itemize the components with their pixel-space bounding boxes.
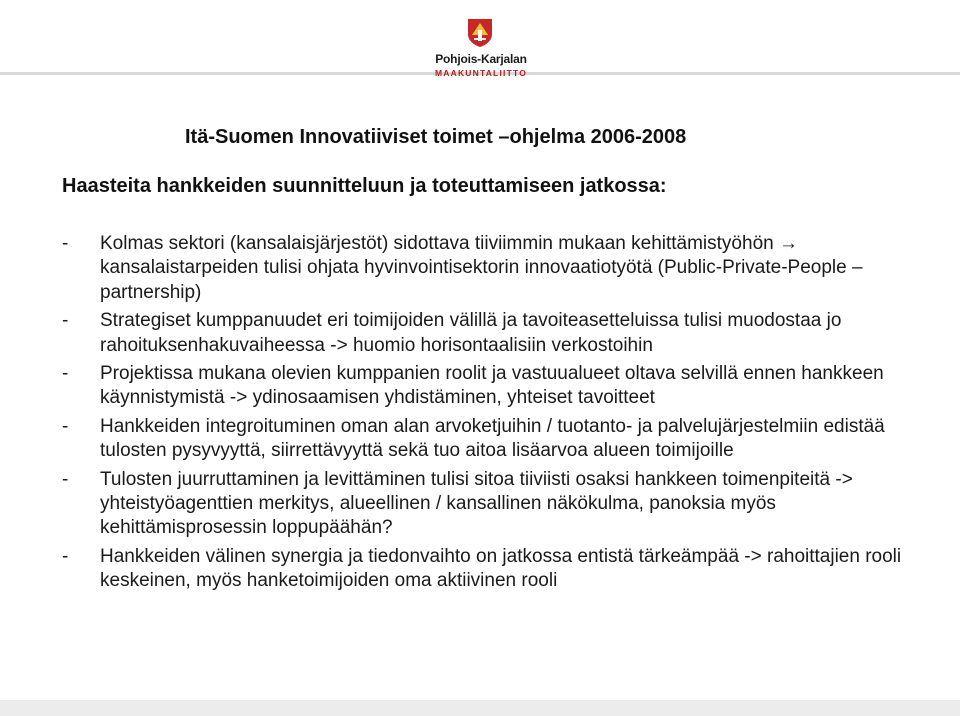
- bullet-dash: -: [62, 545, 69, 567]
- bullet-text: Tulosten juurruttaminen ja levittäminen tulisi sitoa tiiviisti osaksi hankkeen toimenpiteitä -> yhteistyöagenttien merkitys, alueellinen / kansallinen näkökulma, panoksia myös kehittämisprosessin loppupäähän?: [100, 468, 853, 539]
- logo-subtitle: MAAKUNTALIITTO: [434, 68, 528, 78]
- bullet-dash: -: [62, 310, 69, 332]
- bullet-text: Hankkeiden integroituminen oman alan arvoketjuihin / tuotanto- ja palvelujärjestelmiin edistää tulosten pysyvyyttä, siirrettävyyttä sekä tuo aitoa lisäarvoa alueen toimijoille: [100, 415, 885, 462]
- bullet-text: Projektissa mukana olevien kumppanien roolit ja vastuualueet oltava selvillä ennen hankkeen käynnistymistä -> ydinosaamisen yhdistäminen, yhteiset tavoitteet: [100, 363, 884, 409]
- coat-of-arms-icon: [467, 18, 493, 48]
- bullet-item: [62, 545, 922, 594]
- slide-subtitle: Haasteita hankkeiden suunnitteluun ja toteuttamiseen jatkossa:: [62, 175, 667, 197]
- bullet-dash: -: [62, 468, 69, 490]
- slide-title: Itä-Suomen Innovatiiviset toimet –ohjelma 2006-2008: [185, 126, 687, 148]
- bullet-dash: -: [62, 233, 69, 254]
- bullet-item: [62, 415, 922, 464]
- bullet-text: Hankkeiden välinen synergia ja tiedonvaihto on jatkossa entistä tärkeämpää -> rahoittajien rooli keskeinen, myös hanketoimijoiden oma aktiivinen rooli: [100, 545, 902, 592]
- bullet-text: Kolmas sektori (kansalaisjärjestöt) sidottava tiiviimmin mukaan kehittämistyöhön → kansalaistarpeiden tulisi ohjata hyvinvointisektorin innovaatiotyötä (Public-Private-People –partnership): [100, 233, 863, 303]
- bullet-dash: -: [62, 415, 69, 437]
- bullet-item: [62, 309, 922, 358]
- bullet-item: [62, 468, 922, 541]
- footer-band: [0, 700, 960, 716]
- bullet-list: [62, 232, 922, 598]
- logo-name: Pohjois-Karjalan: [435, 52, 527, 66]
- bullet-dash: -: [62, 363, 69, 385]
- arrow-right-icon: →: [778, 233, 798, 254]
- bullet-item: [62, 232, 922, 305]
- organization-logo: [432, 18, 530, 78]
- bullet-text: Strategiset kumppanuudet eri toimijoiden välillä ja tavoiteasetteluissa tulisi muodostaa jo rahoituksenhakuvaiheessa -> huomio horisontaalisiin verkostoihin: [100, 310, 842, 356]
- bullet-item: [62, 362, 922, 411]
